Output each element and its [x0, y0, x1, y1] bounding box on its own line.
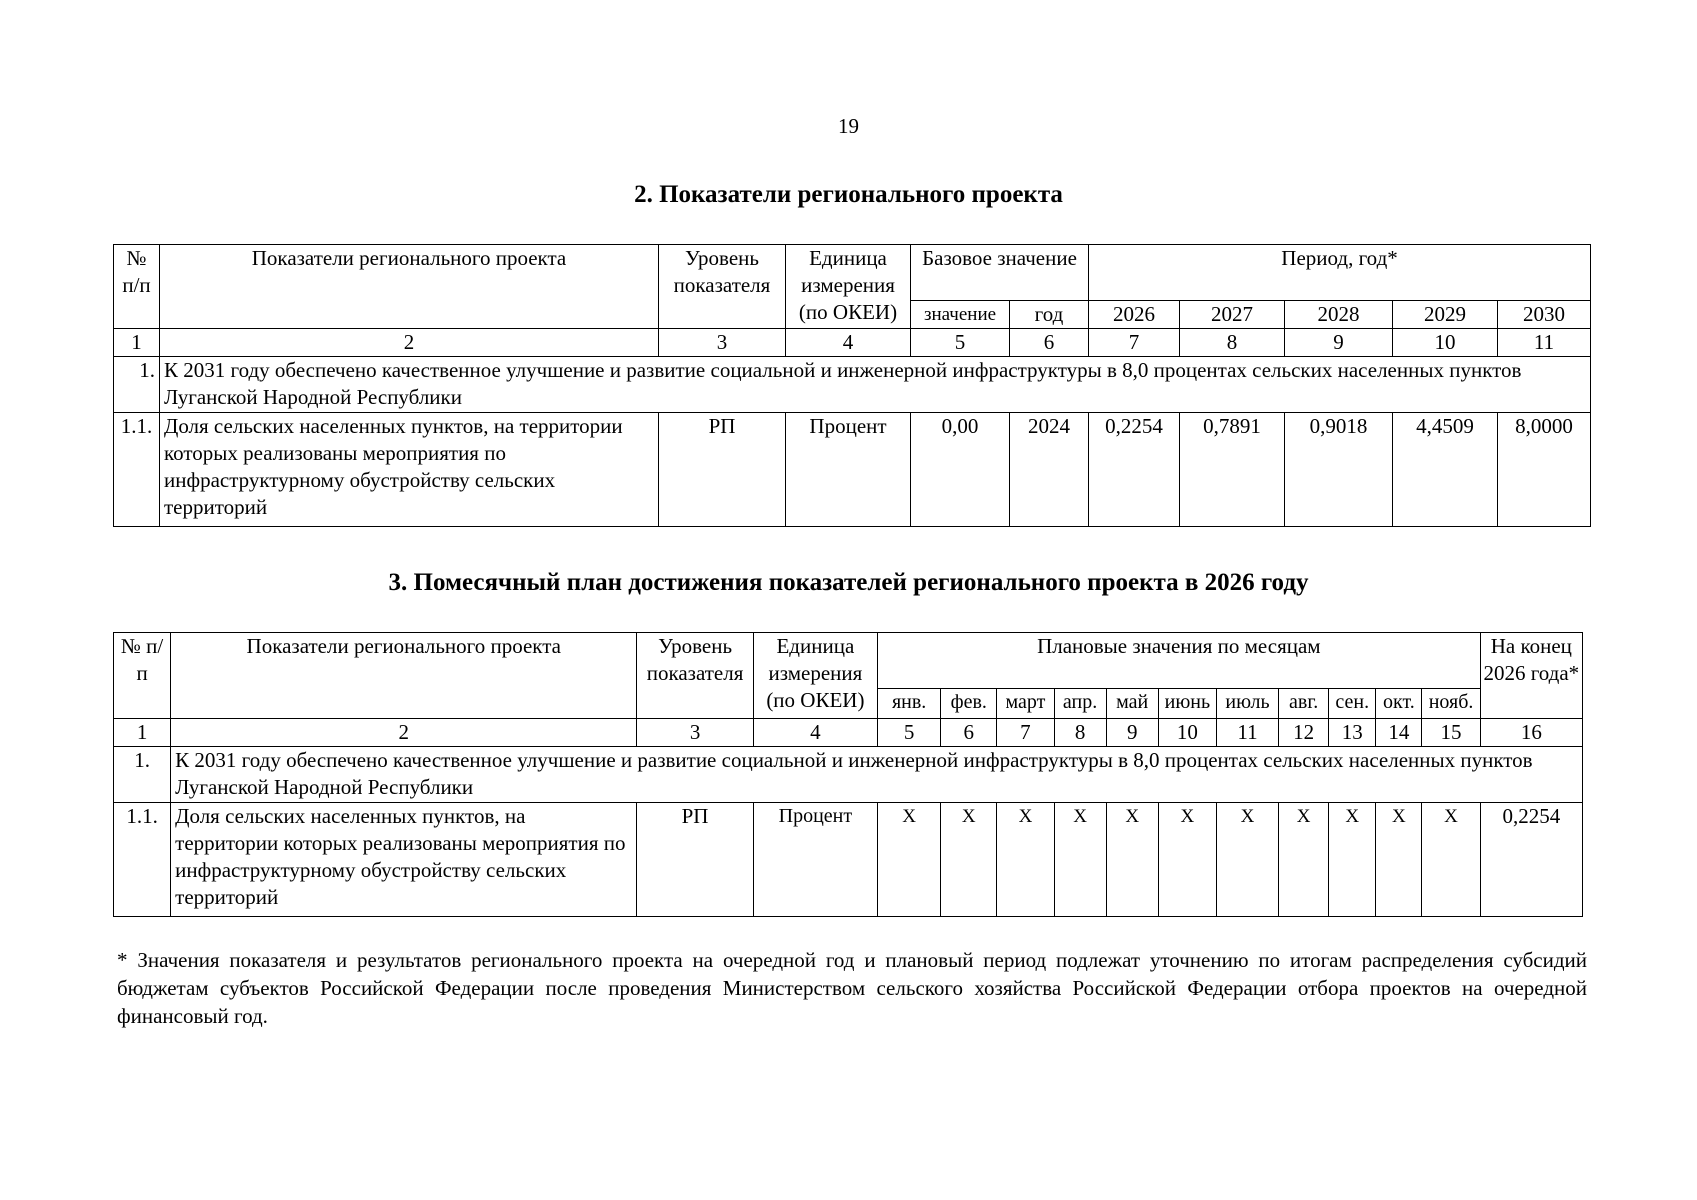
column-number: 2 — [160, 329, 659, 357]
header-level: Уровень показателя — [637, 633, 753, 719]
month-value: X — [1106, 803, 1158, 917]
month-value: X — [997, 803, 1054, 917]
goal-num: 1. — [114, 357, 160, 413]
column-number: 10 — [1158, 719, 1216, 747]
month-value: X — [1329, 803, 1376, 917]
header-num: № п/п — [114, 633, 171, 719]
indicator-unit: Процент — [753, 803, 877, 917]
column-number-row — [114, 329, 1591, 357]
column-number: 11 — [1498, 329, 1591, 357]
indicator-name: Доля сельских населенных пунктов, на территории которых реализованы мероприятия по инфраструктурному обустройству сельских территорий — [171, 803, 637, 917]
header-year: 2027 — [1180, 301, 1285, 329]
header-base: Базовое значение — [911, 245, 1089, 301]
column-number: 8 — [1180, 329, 1285, 357]
header-month: май — [1106, 689, 1158, 719]
column-number: 5 — [878, 719, 941, 747]
indicator-base-value: 0,00 — [911, 413, 1010, 527]
column-number: 2 — [171, 719, 637, 747]
indicator-level: РП — [659, 413, 786, 527]
column-number: 12 — [1279, 719, 1329, 747]
header-unit: Единица измерения (по ОКЕИ) — [786, 245, 911, 329]
header-end: На конец 2026 года* — [1480, 633, 1582, 719]
header-month: июнь — [1158, 689, 1216, 719]
header-level: Уровень показателя — [659, 245, 786, 329]
footnote: * Значения показателя и результатов регионального проекта на очередной год и плановый период подлежат уточнению по итогам распределения субсидий бюджетам субъектов Российской Федерации после проведения Министерством сельского хозяйства Российской Федерации отбора проектов на очередной финансовый год. — [117, 948, 1587, 1028]
column-number: 6 — [941, 719, 997, 747]
column-number: 13 — [1329, 719, 1376, 747]
header-year: 2028 — [1285, 301, 1393, 329]
header-indicator: Показатели регионального проекта — [171, 633, 637, 719]
month-value: X — [1279, 803, 1329, 917]
column-number: 7 — [997, 719, 1054, 747]
goal-row — [114, 357, 1591, 413]
header-indicator: Показатели регионального проекта — [160, 245, 659, 329]
header-month: сен. — [1329, 689, 1376, 719]
column-number: 3 — [637, 719, 753, 747]
header-month: нояб. — [1422, 689, 1480, 719]
indicator-row — [114, 803, 1583, 917]
goal-num: 1. — [114, 747, 171, 803]
month-value: X — [941, 803, 997, 917]
indicator-num: 1.1. — [114, 803, 171, 917]
indicator-value: 0,2254 — [1089, 413, 1180, 527]
header-base-year: год — [1010, 301, 1089, 329]
header-num: № п/п — [114, 245, 160, 329]
column-number: 1 — [114, 329, 160, 357]
header-year: 2026 — [1089, 301, 1180, 329]
indicator-row — [114, 413, 1591, 527]
column-number-row — [114, 719, 1583, 747]
indicator-value: 8,0000 — [1498, 413, 1591, 527]
header-month: март — [997, 689, 1054, 719]
month-value: X — [1422, 803, 1480, 917]
column-number: 9 — [1106, 719, 1158, 747]
indicator-name: Доля сельских населенных пунктов, на территории которых реализованы мероприятия по инфраструктурному обустройству сельских территорий — [160, 413, 659, 527]
indicators-table — [113, 244, 1591, 527]
goal-text: К 2031 году обеспечено качественное улучшение и развитие социальной и инженерной инфраструктуры в 8,0 процентах сельских населенных пунктов Луганской Народной Республики — [171, 747, 1583, 803]
month-value: X — [1216, 803, 1278, 917]
column-number: 8 — [1054, 719, 1106, 747]
month-value: X — [1054, 803, 1106, 917]
section-2-title: 2. Показатели регионального проекта — [634, 181, 1063, 208]
header-month: янв. — [878, 689, 941, 719]
header-month: окт. — [1376, 689, 1422, 719]
end-value: 0,2254 — [1480, 803, 1582, 917]
header-base-value: значение — [911, 301, 1010, 329]
column-number: 1 — [114, 719, 171, 747]
column-number: 14 — [1376, 719, 1422, 747]
indicator-unit: Процент — [786, 413, 911, 527]
header-year: 2029 — [1393, 301, 1498, 329]
indicator-value: 0,7891 — [1180, 413, 1285, 527]
page-number: 19 — [838, 114, 859, 138]
indicator-num: 1.1. — [114, 413, 160, 527]
column-number: 7 — [1089, 329, 1180, 357]
column-number: 11 — [1216, 719, 1278, 747]
column-number: 6 — [1010, 329, 1089, 357]
monthly-plan-table — [113, 632, 1583, 917]
header-month: авг. — [1279, 689, 1329, 719]
month-value: X — [878, 803, 941, 917]
header-month: фев. — [941, 689, 997, 719]
indicator-level: РП — [637, 803, 753, 917]
column-number: 4 — [753, 719, 877, 747]
header-month: апр. — [1054, 689, 1106, 719]
column-number: 5 — [911, 329, 1010, 357]
header-monthly: Плановые значения по месяцам — [878, 633, 1481, 689]
header-period: Период, год* — [1089, 245, 1591, 301]
column-number: 3 — [659, 329, 786, 357]
section-3-title: 3. Помесячный план достижения показателей регионального проекта в 2026 году — [388, 569, 1309, 596]
indicator-value: 4,4509 — [1393, 413, 1498, 527]
month-value: X — [1376, 803, 1422, 917]
column-number: 9 — [1285, 329, 1393, 357]
indicator-value: 0,9018 — [1285, 413, 1393, 527]
column-number: 15 — [1422, 719, 1480, 747]
column-number: 4 — [786, 329, 911, 357]
header-year: 2030 — [1498, 301, 1591, 329]
goal-row — [114, 747, 1583, 803]
header-unit: Единица измерения (по ОКЕИ) — [753, 633, 877, 719]
column-number: 16 — [1480, 719, 1582, 747]
indicator-base-year: 2024 — [1010, 413, 1089, 527]
goal-text: К 2031 году обеспечено качественное улучшение и развитие социальной и инженерной инфраструктуры в 8,0 процентах сельских населенных пунктов Луганской Народной Республики — [160, 357, 1591, 413]
column-number: 10 — [1393, 329, 1498, 357]
month-value: X — [1158, 803, 1216, 917]
header-month: июль — [1216, 689, 1278, 719]
